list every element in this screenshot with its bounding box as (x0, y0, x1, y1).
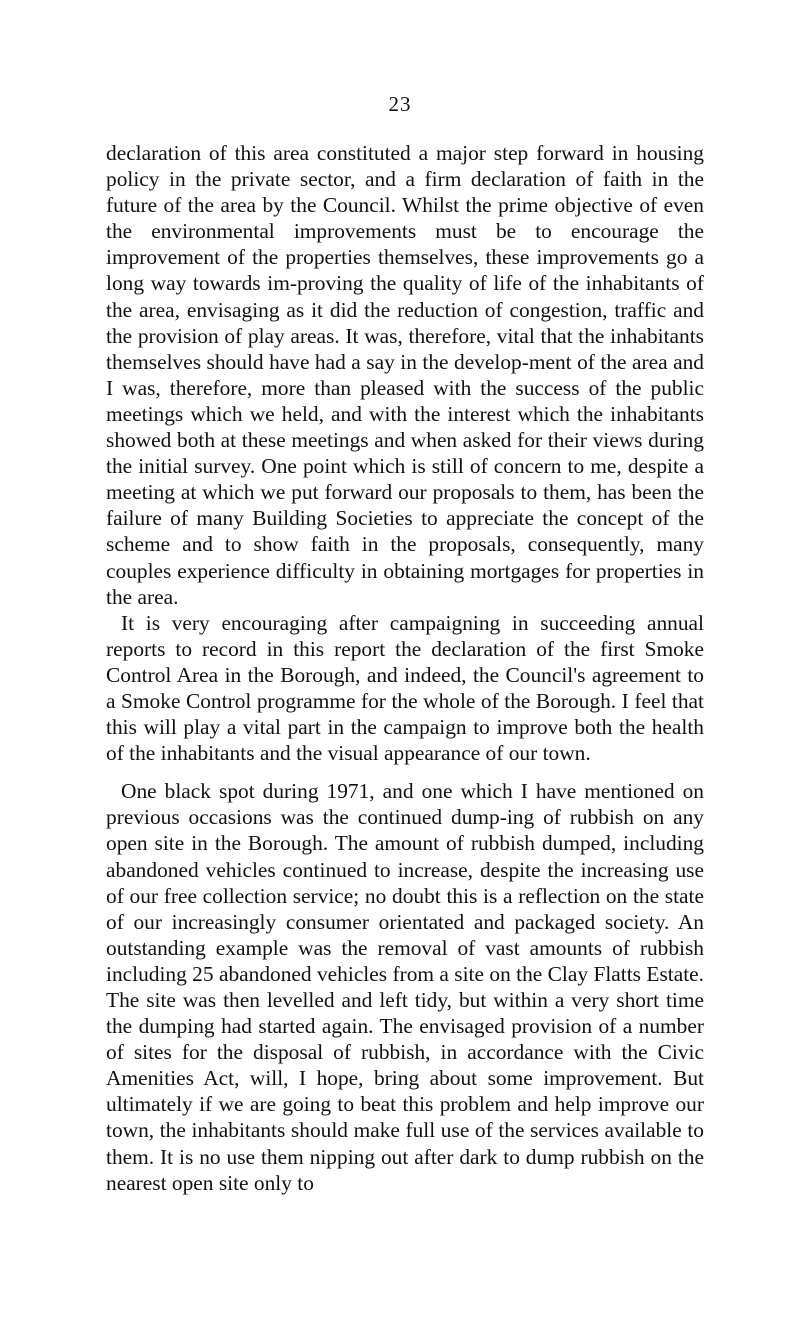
paragraph-2: It is very encouraging after campaigning in succeeding annual reports to record in this report the declaration of the first Smoke Control Area in the Borough, and indeed, the Council's agreement to a Smoke Control programme for the whole of the Borough. I feel that this will play a vital part in the campaign to improve both the health of the inhabitants and the visual appearance of our town. (106, 610, 704, 766)
paragraph-1: declaration of this area constituted a major step forward in housing policy in the private sector, and a firm declaration of faith in the future of the area by the Council. Whilst the prime objective of even the environmental improvements must be to encourage the improvement of the properties themselves, these improvements go a long way towards im-proving the quality of life of the inhabitants of the area, envisaging as it did the reduction of congestion, traffic and the provision of play areas. It was, therefore, vital that the inhabitants themselves should have had a say in the develop-ment of the area and I was, therefore, more than pleased with the success of the public meetings which we held, and with the interest which the inhabitants showed both at these meetings and when asked for their views during the initial survey. One point which is still of concern to me, despite a meeting at which we put forward our proposals to them, has been the failure of many Building Societies to appreciate the concept of the scheme and to show faith in the proposals, consequently, many couples experience difficulty in obtaining mortgages for properties in the area. (106, 141, 704, 609)
page-number: 23 (388, 92, 412, 116)
paragraph-3: One black spot during 1971, and one which I have mentioned on previous occasions was the continued dump-ing of rubbish on any open site in the Borough. The amount of rubbish dumped, including abandoned vehicles continued to increase, despite the increasing use of our free collection service; no doubt this is a reflection on the state of our increasingly consumer orientated and packaged society. An outstanding example was the removal of vast amounts of rubbish including 25 abandoned vehicles from a site on the Clay Flatts Estate. The site was then levelled and left tidy, but within a very short time the dumping had started again. The envisaged provision of a number of sites for the disposal of rubbish, in accordance with the Civic Amenities Act, will, I hope, bring about some improvement. But ultimately if we are going to beat this problem and help improve our town, the inhabitants should make full use of the services available to them. It is no use them nipping out after dark to dump rubbish on the nearest open site only to (106, 779, 704, 1195)
body-text (106, 140, 704, 1196)
